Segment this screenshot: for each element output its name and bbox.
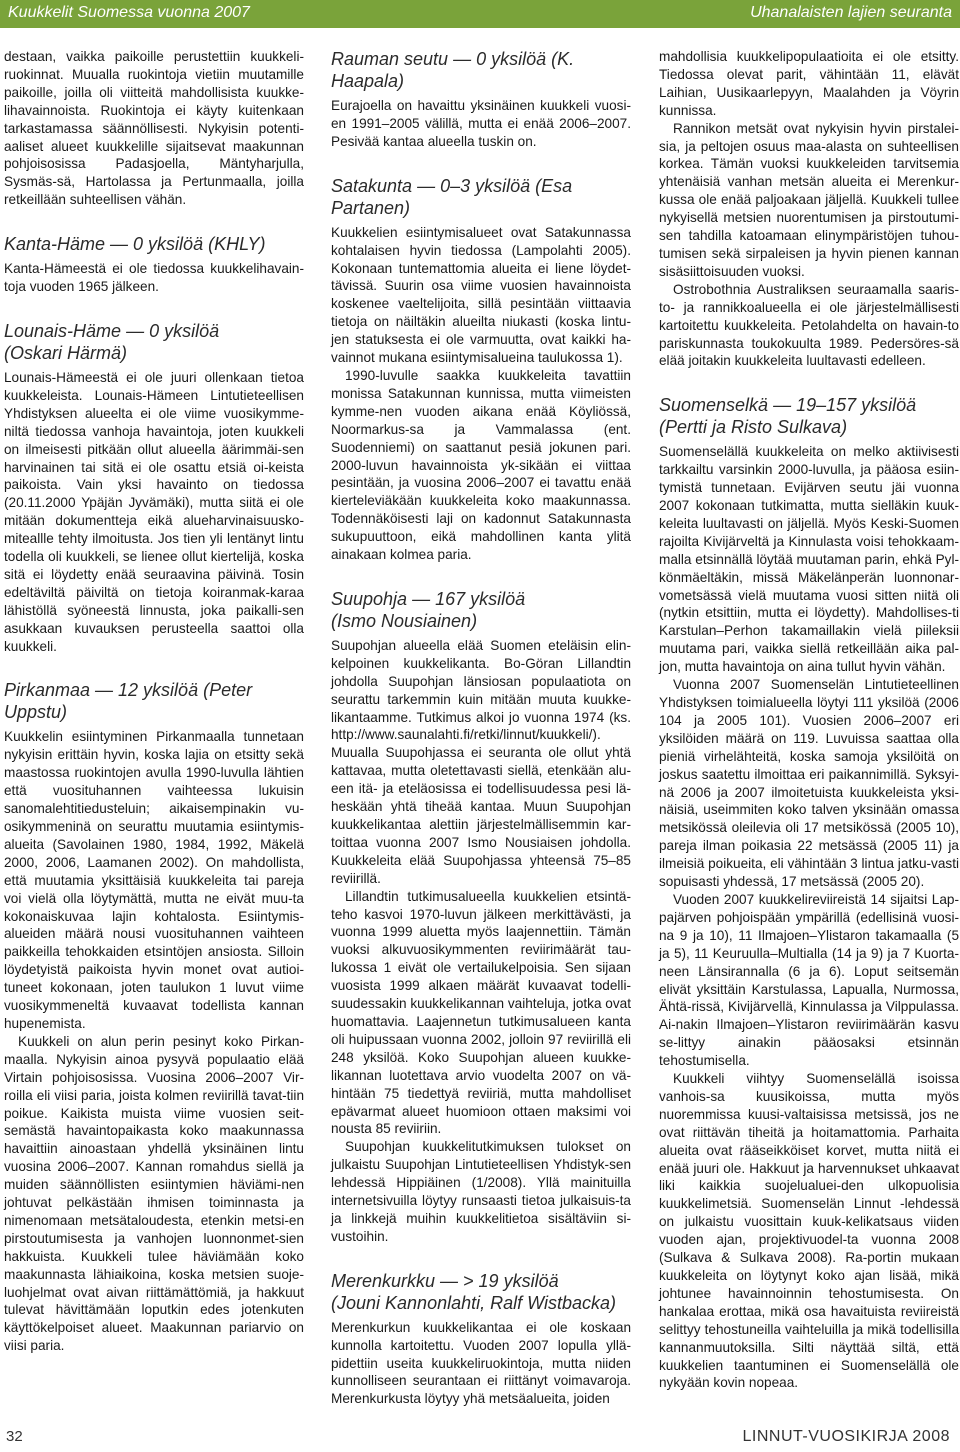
section-heading-pirkanmaa: Pirkanmaa — 12 yksilöä (Peter Uppstu) bbox=[4, 680, 253, 723]
publication-title: LINNUT-VUOSIKIRJA 2008 bbox=[742, 1428, 950, 1445]
paragraph: Lillandtin tutkimusalueella kuukkelien etsintä-teho kasvoi 1970-luvun jälkeen merkittävästi, ja vuonna 1999 aluetta myös laajennettiin. Tämän vuoksi alkuvuosikymmenten reviirimäärät tau-lukossa 1 eivät ole vertailukelpoisia. Sen sijaan vuosista 1999 alkaen määrät kuvaavat todelli-suudessakin kuukkelikannan vaihteluja, jotka ovat huomattavia. Laajennetun tutkimusalueen kanta oli huipussaan vuonna 2002, jolloin 97 reviirillä eli 248 yksilöä. Koko Suupohjan alueen kuukke-likannan luotettava arvio vuodelta 2007 on vä-hintään 75 tiedettyä reviiriä, mutta mahdolliset epävarmat alueet huomioon ottaen maksimi voi nousta 85 reviiriin. bbox=[331, 888, 632, 1137]
paragraph: Kuukkelien esiintymisalueet ovat Satakunnassa kohtalaisen hyvin tiedossa (Lampolahti 2005). Kokonaan tuntemattomia alueita ei liene löydet-tävissä. Suurin osa viime vuosien havainnoista koskenee vaeltelijoita, sillä pesintään viittaavia tietoja on näiltäkin alueilta niukasti (koska lintu-jen statuksesta ei ole varmuutta, ovat kaikki ha-vainnot mukana esiintymisalueina taulukossa 1). bbox=[331, 224, 631, 366]
section-heading-suupohja bbox=[331, 588, 631, 632]
paragraph: Merenkurkun kuukkelikantaa ei ole koskaan kunnolla kartoitettu. Vuoden 2007 lopulla yllä-pidettiin useita kuukkeliruokintoja, mutta niiden kunnolliseen seurantaan ei riittänyt voimavaroja. Merenkurkusta löytyy yhä metsäalueita, joiden bbox=[331, 1319, 631, 1407]
paragraph: Suupohjan kuukkelitutkimuksen tulokset on julkaistu Suupohjan Lintutieteellisen Yhdistyk-sen lehdessä Hippiäinen (1/2008). Yllä mainituilla internetsivuilla löytyy runsaasti tietoa julkaisuis-ta ja linkkejä muihin kuukkelitietoa sisältäviin si-vustoihin. bbox=[331, 1139, 631, 1244]
section-heading-merenkurkku bbox=[331, 1270, 631, 1314]
paragraph: Lounais-Hämeestä ei ole juuri ollenkaan tietoa kuukkeleista. Lounais-Hämeen Lintutieteellisen Yhdistyksen alueelta ei ole viime vuosikymme-niltä tiedossa vanhoja havaintoja, joten kuukkeli on ilmeisesti pitkään ollut alueella äärimmäi-sen harvinainen tai sitä ei ole osattu etsiä oi-keista paikoista. Vain yksi havainto on tiedossa (20.11.2000 Ypäjän Jyvämäki), mutta siitä ei ole mitään dokumentteja eikä alueharvinaisuusko-miteallle tehty ilmoitusta. Jos tien yli lentänyt lintu todella oli kuukkeli, se lienee ollut kiertelijä, koska sitä ei löydetty enää seuraavina päivinä. Tosin edeltäviltä päiviltä on tietoja koiranmak-karaa lähistöllä syöneestä linnusta, joka paikalli-sen asukkaan kuvauksen perusteella saattoi olla kuukkeli. bbox=[4, 369, 304, 654]
header-right-title: Uhanalaisten lajien seuranta bbox=[750, 4, 952, 21]
heading-author: (Jouni Kannonlahti, Ralf Wistbacka) bbox=[331, 1292, 616, 1313]
column-middle bbox=[331, 48, 632, 1407]
paragraph: Suomenselällä kuukkeleita on melko aktiivisesti tarkkailtu varsinkin 2000-luvulla, ja pääosa esiin-tymistä tunnetaan. Evijärven seutu jäi vuonna 2007 kokonaan tutkimatta, mutta sielläkin kuuk-keleita luultavasti on jäljellä. Myös Keski-Suomen rajoilta Kivijärveltä ja Kinnulasta voisi tehokkaam-malla etsinnällä löytää muutaman parin, ehkä Pyl-könmäeltäkin, missä Mäkelänperän luonnonar-vometsässä vielä muutama vuosi sitten niitä oli (nytkin etsittiin, mutta ei löydetty). Mahdollises-ti Karstulan–Perhon takamaillakin vielä piileksii muutama pari, vaikka siellä retkeillään aika pal-jon, mutta havaintoja on aina tullut hyvin vähän. bbox=[659, 444, 959, 675]
paragraph: mahdollisia kuukkelipopulaatioita ei ole etsitty. Tiedossa olevat parit, vähintään 11, elävät Laihian, Uusikaarlepyyn, Maalahden ja Vöyrin kunnissa. bbox=[659, 49, 959, 118]
column-left bbox=[4, 48, 304, 1398]
section-heading-suomenselka bbox=[659, 394, 959, 438]
heading-author: (Oskari Härmä) bbox=[4, 342, 128, 363]
paragraph: Kanta-Hämeestä ei ole tiedossa kuukkelihavain-toja vuoden 1965 jälkeen. bbox=[4, 261, 304, 295]
header-left-title: Kuukkelit Suomessa vuonna 2007 bbox=[8, 4, 250, 21]
paragraph: Vuoden 2007 kuukkelireviireistä 14 sijaitsi Lap-pajärven pohjoispään ympärillä (edellisinä vuosi-na 9 ja 10), 11 Ilmajoen–Ylistaron takamaalla (5 ja 5), 11 Keuruulla–Multialla (14 ja 9) ja 7 Kuorta-neen Länsirannalla (6 ja 6). Loput seitsemän elivät yksittäin Karstulassa, Lapualla, Nurmossa, Ähtä-rissä, Kivijärvellä, Kinnulassa ja Vilppulassa. Ai-nakin Ilmajoen–Ylistaron reviirimäärän kasvu se-littyy ainakin pääosaksi etsinnän tehostumisella. bbox=[659, 891, 959, 1069]
paragraph: destaan, vaikka paikoille perustettiin kuukkeli-ruokinnat. Muualla ruokintoja vietiin muutamille paikoille, joilla oli viitteitä mahdollisista kuukke-lihavainnoista. Ruokintoja ei käyty kuitenkaan tarkastamassa säännöllisesti. Nykyisin potenti-aaliset alueet kuukkelille sijaitsevat maakunnan pohjoisosissa Padasjoella, Mäntyharjulla, Sysmäs-sä, Hartolassa ja Pertunmaalla, joilla retkeillään suhteellisen vähän. bbox=[4, 49, 304, 208]
paragraph: Rannikon metsät ovat nykyisin hyvin pirstalei-sia, ja peltojen osuus maa-alasta on suhteellisen korkea. Tämän vuoksi kuukkeleiden tarvitsemia yhtenäisiä vanhan metsän alueita ei Merenkur-kussa ole enää paljoakaan jäljellä. Kuukkeli tullee nykyisellä metsien nuorentumisen ja pirstoutumi-sen tahdilla katoamaan elinympäristöjen tuhou-tumisen sekä sirpaleisen ja hyvin pienen kannan sisäsiittoisuuden vuoksi. bbox=[659, 120, 959, 279]
section-heading-satakunta: Satakunta — 0–3 yksilöä (Esa Partanen) bbox=[331, 175, 573, 218]
heading-line: Merenkurkku — > 19 yksilöä bbox=[331, 1270, 559, 1291]
paragraph: Kuukkeli viihtyy Suomenselällä isoissa vanhois-sa kuusikoissa, mutta myös nuoremmissa kuusi-valtaisissa metsissä, jos ne ovat riittävän tiheitä ja hoitamattomia. Parhaita alueita ovat rääseikköiset korvet, mutta niitä ei enää juuri ole. Hakkuut ja harvennukset uhkaavat liki kaikkia suojelualuei-den ulkopuolisia kuukkelimetsiä. Suomenselän Linnut -lehdessä on julkaistu vuosittain kuuk-kelikatsaus viiden vuoden ajan, projektivuodel-ta vuonna 2008 (Sulkava & Sulkava 2008). Ra-portin mukaan kuukkeleita on löytynyt koko ajan lisää, mikä johtunee havainnoinnin tehostumisesta. On hankalaa erottaa, mikä osa havaituista reviireistä selittyy tehostuneilla vaihteluilla ja mikä todellisilla kannanmuutoksilla. Silti näyttää siltä, että kuukkelien taantuminen ei Suomenselällä ole nykyään kovin nopeaa. bbox=[659, 1071, 959, 1391]
paragraph: Eurajoella on havaittu yksinäinen kuukkeli vuosi-en 1991–2005 välillä, mutta ei enää 2006–2007. Pesivää kantaa alueella tuskin on. bbox=[331, 98, 631, 149]
heading-author: (Pertti ja Risto Sulkava) bbox=[659, 417, 848, 438]
paragraph: 1990-luvulle saakka kuukkeleita tavattiin monissa Satakunnan kunnissa, mutta viimeisten kymme-nen vuoden aikana enää Köyliössä, Noormarkus-sa ja Vammalassa (ent. Suodenniemi) on saattanut pesiä jokunen pari. 2000-luvun havainnoista yk-sikään ei viittaa pesintään, ja vuosina 2006–2007 ei tavattu enää kierteleviäkään kuukkeleita koko maakunnassa. Todennäköisesti laji on kadonnut Satakunnasta sukupuuttoon, eikä mahdollinen kanta ylitä ainakaan kolmea paria. bbox=[331, 367, 631, 563]
heading-line: Suomenselkä — 19–157 yksilöä bbox=[659, 395, 917, 416]
page-number: 32 bbox=[6, 1428, 23, 1445]
section-heading-lounais-hame bbox=[4, 320, 304, 364]
section-heading-kanta-hame: Kanta-Häme — 0 yksilöä (KHLY) bbox=[4, 234, 266, 255]
paragraph: Kuukkeli on alun perin pesinyt koko Pirkan-maalla. Nykyisin ainoa pysyvä populaatio elää Virtain pohjoisosissa. Vuosina 2006–2007 Vir-roilla eli viisi paria, joista kolmen reviirillä tavat-tiin poikue. Kaikista muista viime vuosien seit-semästä havaintopaikasta koko maakunnassa havaittiin ainoastaan yhdellä yksinäinen lintu vuosina 2006–2007. Kannan romahdus siellä ja muiden säännöllisten esiintymien häviämi-nen johtuvat pelkästään ihmisen toiminnasta ja nimenomaan metsätaloudesta, etenkin metsi-en pirstoutumisesta ja vanhojen luonnonmet-sien hakkuista. Kuukkeli tulee häviämään koko maakunnasta lähiaikoina, koska metsien suoje-luohjelmat ovat aivan riittämättömiä, ja hakkuut tulevat hävittämään loputkin edes jotenkuten käyttökelpoiset alueet. Maakunnan pariarvio on viisi paria. bbox=[4, 1033, 304, 1354]
heading-author: (Ismo Nousiainen) bbox=[331, 610, 478, 631]
section-heading-rauman-seutu: Rauman seutu — 0 yksilöä (K. Haapala) bbox=[331, 49, 575, 91]
running-header bbox=[0, 0, 960, 28]
paragraph: Ostrobothnia Australiksen seuraamalla saaris-to- ja rannikkoalueella ei ole järjestelmällisesti kartoitettu kuukkeleita. Petolahdelta on havain-to pariskunnasta toukokuulta 1989. Pedersöres-sä elää joitakin kuukkeleita luultavasti edelleen. bbox=[659, 281, 959, 369]
paragraph: Vuonna 2007 Suomenselän Lintutieteellinen Yhdistyksen toimialueella löytyi 111 yksilöä (2006 104 ja 2005 101). Vuosien 2006–2007 eri yksilöiden määrä on 119. Luvuissa saattaa olla pieniä virhelähteitä, koska samoja yksilöitä on joskus saatettu ilmoittaa eri paikannimillä. Syksyi-nä 2006 ja 2007 ilmoitetuista kuukkeleista yksi-näisiä, useimmiten koko talven yksinään omassa metsikössä oleilevia oli 17 metsikössä (2005 10), pareja ilman poikasia 22 metsässä (2005 11) ja ilmeisiä poikueita, eli vähintään 3 lintua jatku-vasti sopuisasti yhdessä, 17 metsässä (2005 20). bbox=[659, 677, 959, 890]
heading-line: Lounais-Häme — 0 yksilöä bbox=[4, 320, 220, 341]
heading-line: Suupohja — 167 yksilöä bbox=[331, 588, 526, 609]
paragraph: Kuukkelin esiintyminen Pirkanmaalla tunnetaan nykyisin erittäin hyvin, koska lajia on etsitty sekä maastossa ruokintojen avulla 1990-luvulla lähtien että vuosituhannen vaihteessa lukuisin sanomalehtitiedusteluin; aikaisempinakin vu-osikymmeninä on seurattu muutamia esiintymis-alueita (Savolainen 1980, 1984, 1992, Mäkelä 2000, 2006, Laamanen 2002). On mahdollista, että muutamia yksittäisiä kuukkeleita tai pareja voi vielä olla löytymättä, mutta ne eivät muu-ta kokonaiskuvaa lajin kohtalosta. Esiintymis-alueiden määrä nousi vuosituhannen vaihteen paikkeilla tehokkaiden etsintöjen ansiosta. Silloin löydetyistä paikoista hyvin monet ovat autioi-tuneet kokonaan, joten taulukon 1 luvut viime vuosikymmeneltä kuvaavat todellista kannan hupenemista. bbox=[4, 729, 304, 1031]
paragraph: Suupohjan alueella elää Suomen eteläisin elin-kelpoinen kuukkelikanta. Bo-Göran Lillandtin johdolla Suupohjan länsiosan populaatiota on seurattu tarkemmin kuin mitään muuta kuukke-likantaamme. Tutkimus alkoi jo vuonna 1974 (ks. http://www.saunalahti.fi/retki/linnut/kuukkeli/). Muualla Suupohjassa ei seuranta ole ollut yhtä kattavaa, mutta oletettavasti siellä, etenkään alu-een itä- ja eteläosissa ei todellisuudessa pesi lä-heskään yhtä tiheää kantaa. Muun Suupohjan kuukkelikantaa alettiin järjestelmällisemmin kar-toittaa vuonna 2007 Ismo Nousiaisen johdolla. Kuukkeleita elää Suupohjassa yhteensä 75–85 reviirillä. bbox=[331, 637, 631, 886]
column-right bbox=[659, 48, 959, 1398]
